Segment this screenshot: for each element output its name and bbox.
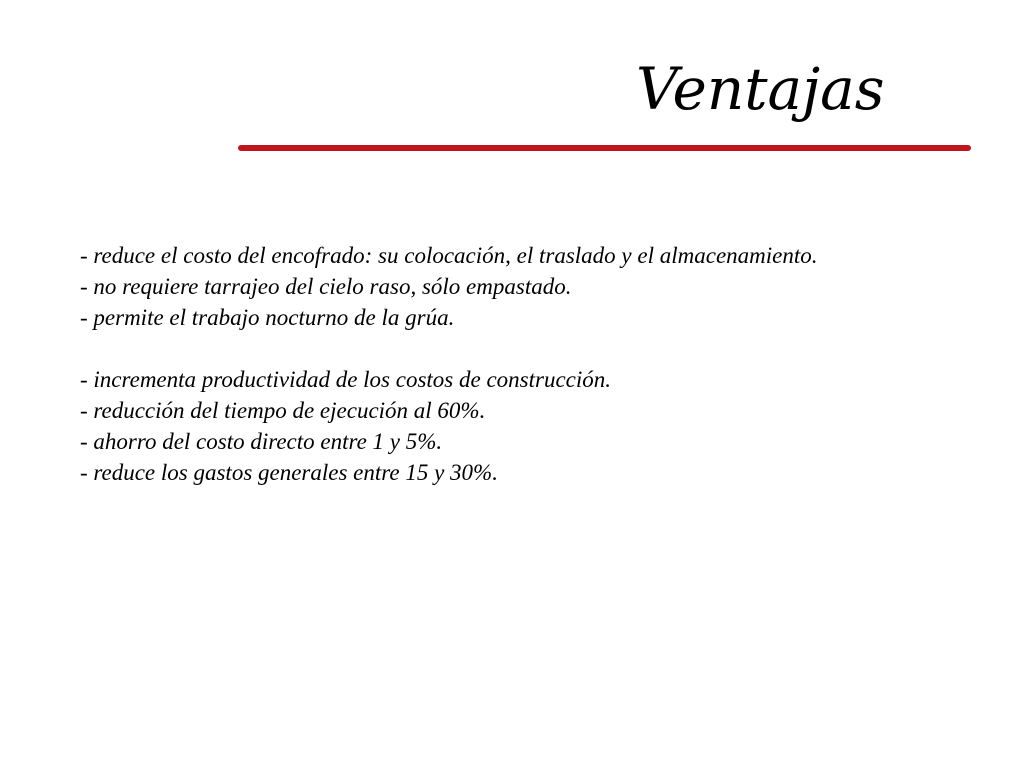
advantages-group-2	[80, 364, 963, 488]
slide-title: Ventajas	[636, 55, 885, 123]
list-item: - ahorro del costo directo entre 1 y 5%.	[80, 429, 443, 454]
list-item: - permite el trabajo nocturno de la grúa.	[80, 305, 455, 330]
list-item: - reducción del tiempo de ejecución al 60%.	[80, 398, 486, 423]
advantages-group-1	[80, 240, 963, 333]
list-item: - no requiere tarrajeo del cielo raso, sólo empastado.	[80, 274, 572, 299]
advantages-list	[80, 240, 963, 488]
list-item: - reduce los gastos generales entre 15 y 30%.	[80, 460, 498, 485]
list-item: - reduce el costo del encofrado: su colocación, el traslado y el almacenamiento.	[80, 243, 818, 268]
list-item: - incrementa productividad de los costos de construcción.	[80, 367, 612, 392]
title-underline	[238, 145, 971, 151]
